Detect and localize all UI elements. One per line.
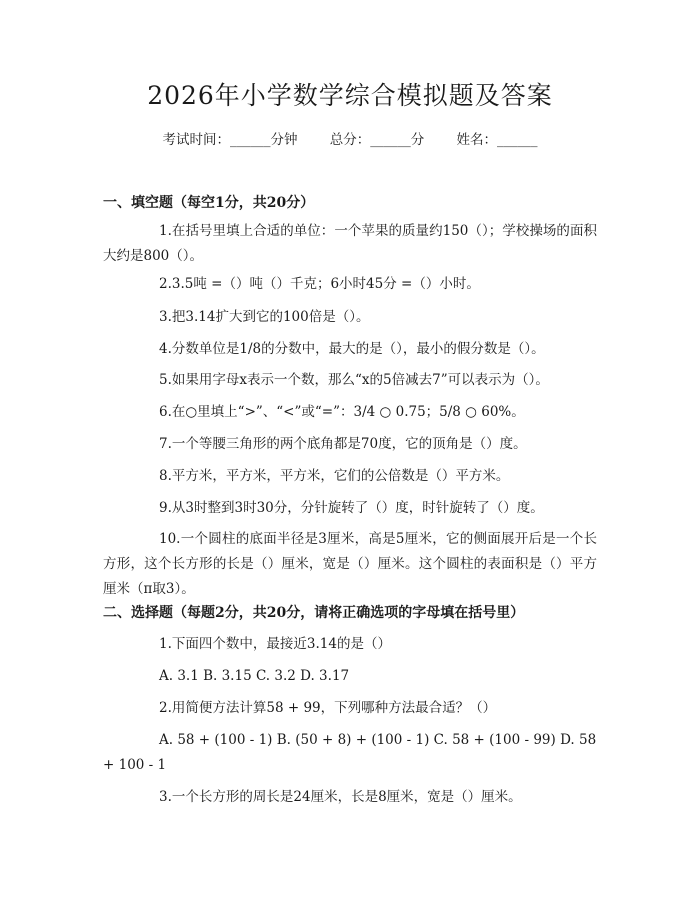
question-text: 平方米，平方米，平方米，它们的公倍数是（）平方米。 — [171, 468, 510, 484]
page-title: 2026年小学数学综合模拟题及答案 — [147, 81, 553, 110]
question-number: 9. — [159, 500, 172, 516]
question-item — [103, 432, 597, 457]
total-score-field: 总分：______分 — [329, 132, 425, 148]
question-options: A. 58 + (100 - 1) B. (50 + 8) + (100 - 1) C. 58 + (100 - 99) D. 58 + 100 - 1 — [103, 732, 597, 773]
question-text: 把3.14扩大到它的100倍是（）。 — [171, 309, 370, 325]
section-heading-fill-in: 一、填空题（每空1分，共20分） — [103, 195, 315, 211]
question-text: 从3时整到3时30分，分针旋转了（）度，时针旋转了（）度。 — [171, 500, 544, 516]
question-item — [103, 305, 597, 330]
exam-time-field: 考试时间：______分钟 — [162, 132, 298, 148]
question-item — [103, 219, 597, 269]
question-item — [103, 400, 597, 425]
question-item — [103, 368, 597, 393]
question-number: 5. — [159, 372, 172, 388]
question-number: 2. — [159, 700, 172, 716]
question-number: 1. — [159, 223, 172, 239]
question-text: 下面四个数中，最接近3.14的是（） — [171, 636, 391, 652]
question-text: 一个长方形的周长是24厘米，长是8厘米，宽是（）厘米。 — [171, 789, 522, 805]
question-text: 一个等腰三角形的两个底角都是70度，它的顶角是（）度。 — [171, 436, 527, 452]
question-item — [103, 272, 597, 297]
question-number: 6. — [159, 404, 172, 420]
section-heading-multiple-choice: 二、选择题（每题2分，共20分，请将正确选项的字母填在括号里） — [103, 605, 525, 621]
question-text: 如果用字母x表示一个数，那么“x的5倍减去7”可以表示为（）。 — [171, 372, 549, 388]
question-text: 分数单位是1/8的分数中，最大的是（），最小的假分数是（）。 — [171, 341, 545, 357]
question-number: 3. — [159, 789, 172, 805]
question-number: 10. — [159, 531, 181, 547]
question-item — [103, 527, 597, 602]
question-item — [103, 496, 597, 521]
question-number: 7. — [159, 436, 172, 452]
question-item — [103, 464, 597, 489]
question-options: A. 3.1 B. 3.15 C. 3.2 D. 3.17 — [159, 668, 350, 684]
question-text: 用简便方法计算58 + 99，下列哪种方法最合适？（） — [171, 700, 497, 716]
question-item — [103, 632, 597, 657]
question-item — [103, 785, 597, 810]
question-number: 2. — [159, 276, 172, 292]
student-name-field: 姓名：______ — [456, 132, 538, 148]
question-item — [103, 337, 597, 362]
question-text: 在括号里填上合适的单位：一个苹果的质量约150（）；学校操场的面积大约是800（）。 — [103, 223, 597, 264]
question-number: 8. — [159, 468, 172, 484]
question-number: 4. — [159, 341, 172, 357]
question-text: 3.5吨 =（）吨（）千克；6小时45分 =（）小时。 — [171, 276, 480, 292]
question-text: 在○里填上“>”、“<”或“=”：3/4 ○ 0.75；5/8 ○ 60%。 — [171, 404, 525, 420]
exam-meta — [0, 130, 700, 150]
question-number: 3. — [159, 309, 172, 325]
question-text: 一个圆柱的底面半径是3厘米，高是5厘米，它的侧面展开后是一个长方形，这个长方形的长是（）厘米，宽是（）厘米。这个圆柱的表面积是（）平方厘米（π取3）。 — [103, 531, 597, 597]
question-item — [103, 696, 597, 721]
question-number: 1. — [159, 636, 172, 652]
